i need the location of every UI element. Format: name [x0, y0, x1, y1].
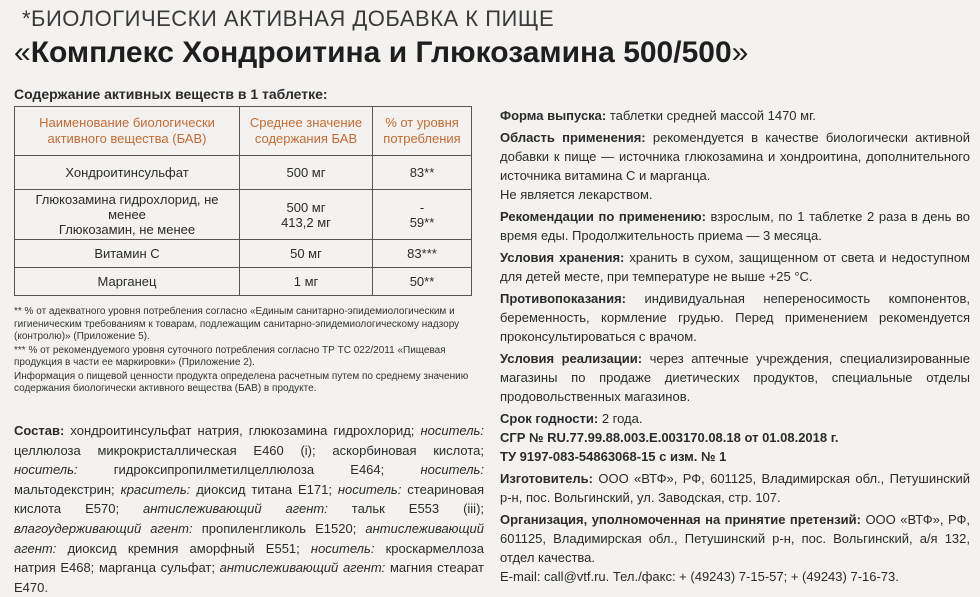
cell-name-line: Глюкозамина гидрохлорид, не менее — [35, 192, 219, 222]
composition-role: антислеживающий агент: — [219, 560, 386, 576]
claims-organization-text: ООО «ВТФ», РФ, 601125, Владимирская обл., Петушинский р-н, пос. Вольгинский, а/я 132, отдел качества. — [500, 512, 970, 565]
cell-amount — [240, 190, 373, 240]
cell-amount-line: 500 мг — [286, 199, 326, 215]
composition-text: пропиленгликоль Е1520; — [192, 520, 366, 536]
composition-text: хондроитинсульфат натрия, глюкозамина гидрохлорид; — [64, 423, 421, 438]
cell-percent: 83*** — [373, 240, 472, 268]
composition-role: антислеживающий агент: — [14, 520, 484, 556]
cell-name: Витамин С — [15, 240, 240, 268]
footnote-nutrition-info: Информация о пищевой ценности продукта определена расчетным путем по среднему значению содержания биологически активного вещества (БАВ) в продукте. — [14, 370, 469, 394]
cell-percent: 50** — [373, 268, 472, 296]
composition-role: носитель: — [420, 423, 484, 438]
col-header-name: Наименование биологически активного вещества (БАВ) — [15, 107, 240, 156]
cell-amount: 50 мг — [240, 240, 373, 268]
table-row — [15, 190, 472, 240]
composition-text: стеариновая кислота Е570; — [14, 481, 485, 517]
shelf-life — [500, 409, 970, 428]
cell-percent-line: - — [419, 199, 425, 215]
cell-percent-line: 59** — [409, 214, 435, 230]
release-form-text: таблетки средней массой 1470 мг. — [606, 108, 816, 123]
col-header-percent: % от уровня потребления — [373, 107, 472, 156]
technical-specification: ТУ 9197-083-54863068-15 с изм. № 1 — [500, 449, 727, 464]
open-quote: « — [14, 36, 31, 69]
footnotes — [14, 306, 484, 397]
table-row — [15, 240, 472, 268]
application-area — [500, 128, 970, 185]
composition-role: носитель: — [337, 481, 402, 497]
composition-text: тальк Е553 (iii); — [327, 501, 485, 517]
active-substances-table — [14, 106, 472, 296]
composition-text: магния стеарат Е470. — [14, 560, 485, 595]
contraindications-label: Противопоказания: — [500, 291, 626, 306]
product-info — [500, 106, 970, 589]
shelf-life-text: 2 года. — [598, 411, 643, 426]
close-quote: » — [731, 36, 749, 69]
composition-role: носитель: — [420, 462, 484, 478]
claims-organization-label: Организация, уполномоченная на принятие претензий: — [500, 512, 861, 527]
composition-role: носитель: — [14, 462, 78, 478]
storage-conditions — [500, 248, 970, 286]
sale-conditions — [500, 349, 970, 406]
product-title — [14, 36, 748, 70]
table-caption: Содержание активных веществ в 1 таблетке: — [14, 86, 328, 102]
composition-text: диоксид титана Е171; — [190, 481, 338, 497]
product-title-text: Комплекс Хондроитина и Глюкозамина 500/500 — [30, 36, 732, 69]
col-header-amount: Среднее значение содержания БАВ — [240, 107, 373, 156]
table-row — [15, 268, 472, 296]
cell-name-line: Глюкозамин, не менее — [58, 222, 196, 237]
composition-role: краситель: — [120, 481, 191, 497]
usage-recommendations-text: взрослым, по 1 таблетке 2 раза в день во время еды. Продолжительность приема — 3 месяца. — [500, 209, 971, 243]
table-header-row — [15, 107, 472, 156]
usage-recommendations — [500, 207, 970, 245]
manufacturer-label: Изготовитель: — [500, 471, 593, 486]
manufacturer — [500, 469, 970, 507]
application-area-label: Область применения: — [500, 130, 646, 145]
contraindications-text: индивидуальная непереносимость компонентов, беременность, кормление грудью. Перед применением рекомендуется проконсультироваться с врачом. — [500, 291, 970, 344]
claims-organization — [500, 510, 970, 567]
composition-text: целлюлоза микрокристаллическая Е460 (i); аскорбиновая кислота; — [14, 442, 484, 458]
supplement-heading: *БИОЛОГИЧЕСКИ АКТИВНАЯ ДОБАВКА К ПИЩЕ — [22, 6, 555, 31]
composition — [14, 421, 484, 597]
cell-amount: 1 мг — [240, 268, 373, 296]
footnote-recommended: *** % от рекомендуемого уровня суточного потребления согласно ТР ТС 022/2011 «Пищевая продукция в части ее маркировки» (Приложение 2). — [14, 344, 446, 368]
contraindications — [500, 289, 970, 346]
release-form — [500, 106, 970, 125]
composition-role: влагоудерживающий агент: — [14, 520, 193, 536]
sale-conditions-label: Условия реализации: — [500, 351, 643, 366]
contact-info: E-mail: call@vtf.ru. Тел./факс: + (49243) 7-15-57; + (49243) 7-16-73. — [500, 569, 899, 584]
composition-role: носитель: — [310, 540, 375, 556]
cell-percent: 83** — [373, 156, 472, 190]
registration-certificate: СГР № RU.77.99.88.003.Е.003170.08.18 от 01.08.2018 г. — [500, 430, 839, 445]
cell-name — [15, 190, 240, 240]
not-a-drug: Не является лекарством. — [500, 187, 653, 202]
cell-name: Хондроитинсульфат — [15, 156, 240, 190]
manufacturer-text: ООО «ВТФ», РФ, 601125, Владимирская обл., Петушинский р-н, пос. Вольгинский, ул. Заводская, стр. 107. — [500, 471, 970, 505]
shelf-life-label: Срок годности: — [500, 411, 599, 426]
release-form-label: Форма выпуска: — [500, 108, 607, 123]
cell-name: Марганец — [15, 268, 240, 296]
table-row — [15, 156, 472, 190]
application-area-text: рекомендуется в качестве биологически активной добавки к пище — источника глюкозамина и хондроитина, дополнительного источника витамина С и марганца. — [500, 130, 970, 183]
sale-conditions-text: через аптечные учреждения, специализированные магазины по продаже диетических продуктов, специальные отделы продовольственных магазинов. — [500, 351, 970, 404]
cell-percent — [373, 190, 472, 240]
composition-text: мальтодекстрин; — [14, 481, 121, 497]
storage-conditions-text: хранить в сухом, защищенном от света и недоступном для детей месте, при температуре не выше +25 °С. — [500, 250, 970, 284]
usage-recommendations-label: Рекомендации по применению: — [500, 209, 706, 224]
footnote-adequate: ** % от адекватного уровня потребления согласно «Единым санитарно-эпидемиологическим и гигиеническим требованиям к товарам, подлежащим санитарно-эпидемиологическому надзору (контролю)» (Приложение 5). — [14, 306, 460, 342]
composition-text: кроскармеллоза натрия Е468; марганца сульфат; — [14, 540, 484, 576]
storage-conditions-label: Условия хранения: — [500, 250, 625, 265]
cell-amount: 500 мг — [240, 156, 373, 190]
composition-text: диоксид кремния аморфный Е551; — [56, 540, 311, 556]
composition-label: Состав: — [14, 423, 65, 438]
cell-amount-line: 413,2 мг — [281, 214, 331, 230]
composition-text: гидроксипропилметилцеллюлоза Е464; — [77, 462, 421, 478]
composition-role: антислеживающий агент: — [143, 501, 328, 517]
